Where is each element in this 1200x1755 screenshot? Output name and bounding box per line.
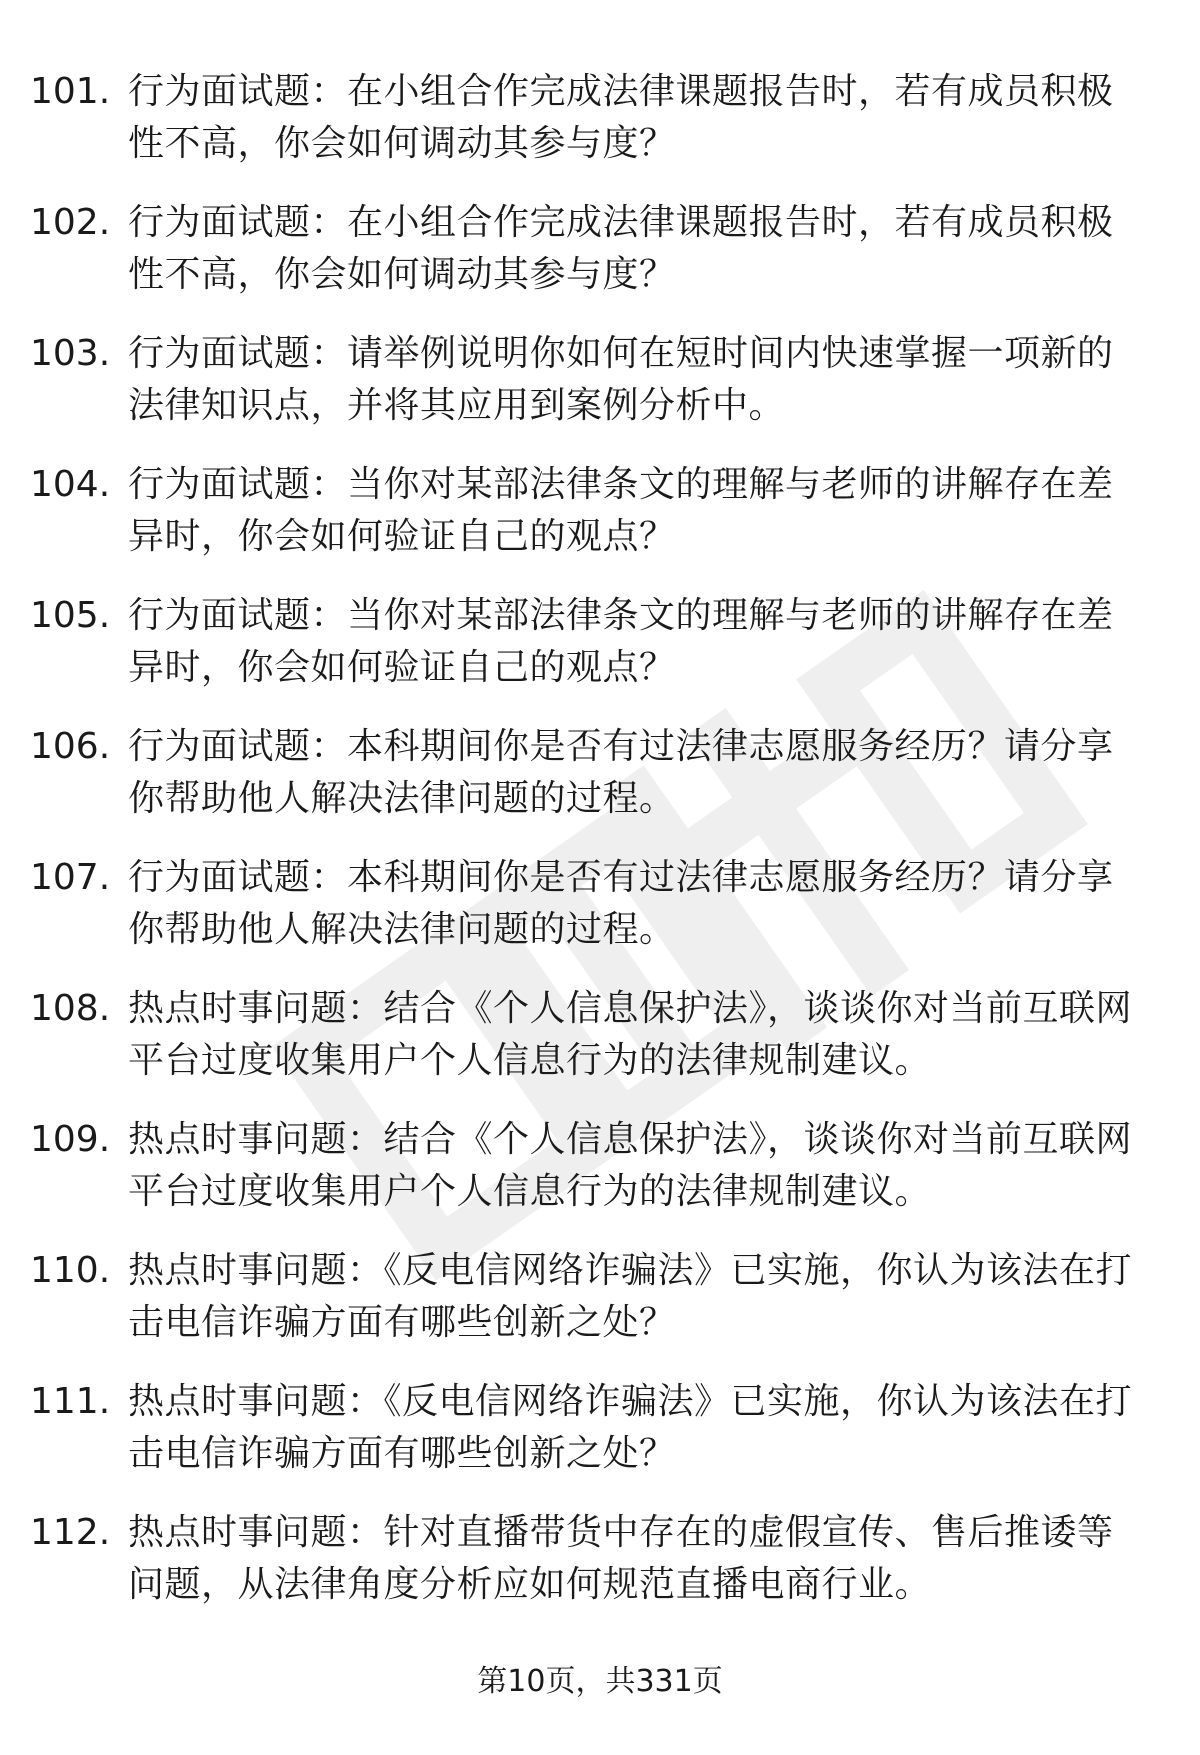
- question-number: 103.: [30, 333, 111, 374]
- question-number: 107.: [30, 857, 111, 898]
- list-item: [30, 590, 1170, 721]
- question-number: 104.: [30, 464, 111, 505]
- question-number: 111.: [30, 1381, 111, 1422]
- list-item: [30, 721, 1170, 852]
- page-number-footer: 第10页，共331页: [477, 1664, 723, 1699]
- question-text: 行为面试题：当你对某部法律条文的理解与老师的讲解存在差异时，你会如何验证自己的观点？: [128, 464, 1114, 557]
- question-text: 热点时事问题：《反电信网络诈骗法》已实施，你认为该法在打击电信诈骗方面有哪些创新之处？: [128, 1250, 1133, 1343]
- question-number: 110.: [30, 1250, 111, 1291]
- list-item: [30, 197, 1170, 328]
- list-item: [30, 983, 1170, 1114]
- question-list: [30, 66, 1170, 1638]
- list-item: [30, 66, 1170, 197]
- list-item: [30, 1245, 1170, 1376]
- question-number: 102.: [30, 202, 111, 243]
- list-item: [30, 1114, 1170, 1245]
- question-text: 行为面试题：当你对某部法律条文的理解与老师的讲解存在差异时，你会如何验证自己的观点？: [128, 595, 1114, 688]
- list-item: [30, 328, 1170, 459]
- list-item: [30, 1376, 1170, 1507]
- question-text: 行为面试题：在小组合作完成法律课题报告时，若有成员积极性不高，你会如何调动其参与度？: [128, 202, 1114, 295]
- question-text: 热点时事问题：针对直播带货中存在的虚假宣传、售后推诿等问题，从法律角度分析应如何规范直播电商行业。: [128, 1512, 1114, 1605]
- question-number: 108.: [30, 988, 111, 1029]
- question-text: 热点时事问题：结合《个人信息保护法》，谈谈你对当前互联网平台过度收集用户个人信息行为的法律规制建议。: [128, 988, 1133, 1081]
- list-item: [30, 459, 1170, 590]
- question-number: 106.: [30, 726, 111, 767]
- question-number: 112.: [30, 1512, 111, 1553]
- question-number: 109.: [30, 1119, 111, 1160]
- question-text: 行为面试题：请举例说明你如何在短时间内快速掌握一项新的法律知识点，并将其应用到案例分析中。: [128, 333, 1114, 426]
- question-text: 热点时事问题：《反电信网络诈骗法》已实施，你认为该法在打击电信诈骗方面有哪些创新之处？: [128, 1381, 1133, 1474]
- question-text: 行为面试题：在小组合作完成法律课题报告时，若有成员积极性不高，你会如何调动其参与度？: [128, 71, 1114, 164]
- list-item: [30, 852, 1170, 983]
- question-text: 热点时事问题：结合《个人信息保护法》，谈谈你对当前互联网平台过度收集用户个人信息行为的法律规制建议。: [128, 1119, 1133, 1212]
- question-text: 行为面试题：本科期间你是否有过法律志愿服务经历？请分享你帮助他人解决法律问题的过程。: [128, 857, 1114, 950]
- list-item: [30, 1507, 1170, 1638]
- question-number: 101.: [30, 71, 111, 112]
- question-text: 行为面试题：本科期间你是否有过法律志愿服务经历？请分享你帮助他人解决法律问题的过程。: [128, 726, 1114, 819]
- question-number: 105.: [30, 595, 111, 636]
